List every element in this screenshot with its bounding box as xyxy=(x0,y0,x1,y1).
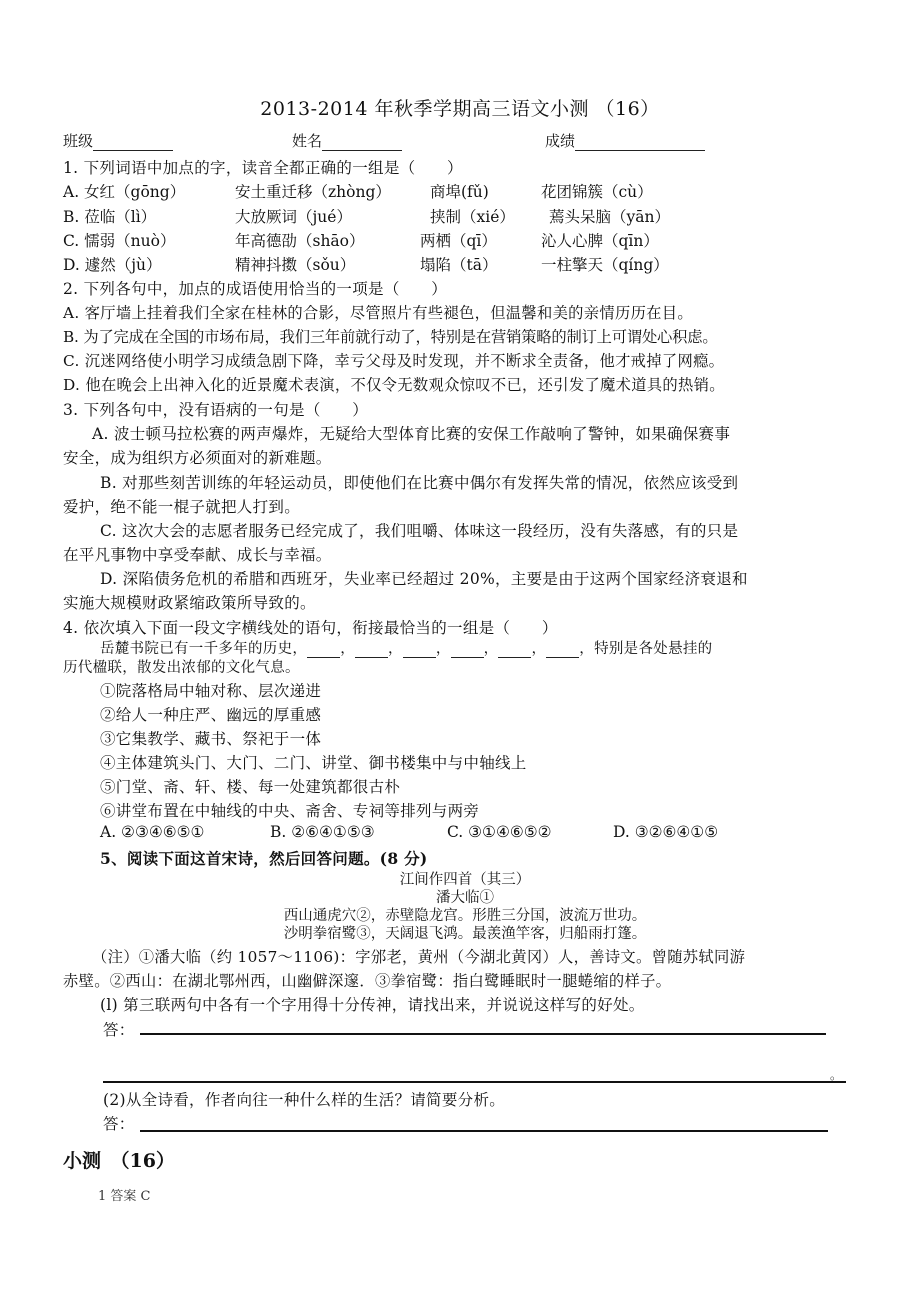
poem-author: 潘大临① xyxy=(436,890,494,906)
score-blank[interactable] xyxy=(575,135,705,151)
q4-item-6: ⑥讲堂布置在中轴线的中央、斋舍、专祠等排列与两旁 xyxy=(100,802,480,820)
name-label: 姓名 xyxy=(292,132,323,150)
q3-option-c-line2: 在平凡事物中享受奉献、成长与幸福。 xyxy=(63,546,332,564)
poem-notes-line2: 赤壁。②西山：在湖北鄂州西，山幽僻深邃．③拳宿鹭：指白鹭睡眠时一腿蜷缩的样子。 xyxy=(63,972,672,990)
poem-title: 江间作四首（其三） xyxy=(399,872,531,888)
q3-option-d-line2: 实施大规模财政紧缩政策所导致的。 xyxy=(63,594,316,612)
score-label: 成绩 xyxy=(545,132,576,150)
q4-choice-d: D. ③②⑥④①⑤ xyxy=(613,823,719,841)
poem-line-1: 西山通虎穴②，赤壁隐龙宫。形胜三分国，波流万世功。 xyxy=(283,908,647,924)
q1-a-3: 商埠(fǔ) xyxy=(430,183,489,201)
q1-a-1: A. 女红（gōng） xyxy=(63,183,186,201)
q4-item-5: ⑤门堂、斋、轩、楼、每一处建筑都很古朴 xyxy=(100,778,401,796)
class-field[interactable] xyxy=(63,130,173,151)
q4-blank-1[interactable] xyxy=(307,644,340,658)
q4-passage-line1: 岳麓书院已有一千多年的历史， ， ， ， ， ， ，特别是各处悬挂的 xyxy=(100,641,713,657)
score-field[interactable] xyxy=(545,130,705,151)
q4-item-2: ②给人一种庄严、幽远的厚重感 xyxy=(100,706,322,724)
q3-stem: 3. 下列各句中，没有语病的一句是（ ） xyxy=(63,401,369,419)
class-label: 班级 xyxy=(63,132,94,150)
q4-blank-5[interactable] xyxy=(498,644,531,658)
q5-stem: 5、阅读下面这首宋诗，然后回答问题。(8 分) xyxy=(100,849,428,868)
q1-b-1: B. 莅临（lì） xyxy=(63,208,157,226)
q4-choice-c: C. ③①④⑥⑤② xyxy=(447,823,552,841)
q4-item-4: ④主体建筑头门、大门、二门、讲堂、御书楼集中与中轴线上 xyxy=(100,754,527,772)
q4-blank-6[interactable] xyxy=(546,644,579,658)
q1-a-2: 安土重迁移（zhòng） xyxy=(235,183,391,201)
q4-item-1: ①院落格局中轴对称、层次递进 xyxy=(100,682,322,700)
q5-sub1-answer-line-1[interactable] xyxy=(140,1033,826,1035)
q3-option-a-line2: 安全，成为组织方必须面对的新难题。 xyxy=(63,449,332,467)
q1-a-4: 花团锦簇（cù） xyxy=(541,183,653,201)
answers-heading: 小测 （16） xyxy=(63,1150,175,1172)
q1-c-3: 两栖（qī） xyxy=(420,232,497,250)
q5-sub1-answer-line-2[interactable] xyxy=(103,1081,846,1083)
q4-blank-3[interactable] xyxy=(403,644,436,658)
q5-sub1-answer-label: 答： xyxy=(103,1021,135,1039)
answer-1: 1 答案 C xyxy=(98,1189,151,1204)
q1-c-1: C. 懦弱（nuò） xyxy=(63,232,176,250)
poem-line-2: 沙明拳宿鹭③，天阔退飞鸿。最羡渔竿客，归船雨打篷。 xyxy=(283,926,647,942)
q4-item-3: ③它集教学、藏书、祭祀于一体 xyxy=(100,730,322,748)
q5-sub1-period: 。 xyxy=(830,1068,843,1082)
class-blank[interactable] xyxy=(93,135,173,151)
q1-b-2: 大放厥词（jué） xyxy=(235,208,352,226)
q3-option-c-line1: C. 这次大会的志愿者服务已经完成了，我们咀嚼、体味这一段经历，没有失落感，有的只是 xyxy=(100,522,739,540)
q1-d-1: D. 遽然（jù） xyxy=(63,256,162,274)
poem-notes-line1: （注）①潘大临（约 1057～1106)：字邠老，黄州（今湖北黄冈）人，善诗文。曾随苏轼同游 xyxy=(92,948,746,966)
q3-option-d-line1: D. 深陷债务危机的希腊和西班牙，失业率已经超过 20%，主要是由于这两个国家经济衰退和 xyxy=(100,570,748,588)
q4-passage-start: 岳麓书院已有一千多年的历史， xyxy=(100,641,308,657)
q2-stem: 2. 下列各句中，加点的成语使用恰当的一项是（ ） xyxy=(63,280,448,298)
q4-passage-end: ，特别是各处悬挂的 xyxy=(579,641,713,657)
q1-b-3: 挟制（xié） xyxy=(430,208,515,226)
q1-b-4: 蔫头呆脑（yān） xyxy=(549,208,670,226)
q4-stem: 4. 依次填入下面一段文字横线处的语句，衔接最恰当的一组是（ ） xyxy=(63,619,558,637)
page-title: 2013-2014 年秋季学期高三语文小测 （16） xyxy=(260,98,660,120)
q5-sub2-answer-label: 答： xyxy=(103,1115,135,1133)
q4-blank-2[interactable] xyxy=(355,644,388,658)
q5-sub2: (2)从全诗看，作者向往一种什么样的生活？请简要分析。 xyxy=(103,1091,506,1109)
q1-stem: 1. 下列词语中加点的字，读音全都正确的一组是（ ） xyxy=(63,159,463,177)
q4-blank-4[interactable] xyxy=(451,644,484,658)
q3-option-b-line2: 爱护，绝不能一棍子就把人打到。 xyxy=(63,498,301,516)
q1-d-2: 精神抖擞（sǒu） xyxy=(235,256,356,274)
q1-d-3: 塌陷（tā） xyxy=(420,256,498,274)
q3-option-a-line1: A. 波士顿马拉松赛的两声爆炸，无疑给大型体育比赛的安保工作敲响了警钟，如果确保赛事 xyxy=(92,425,731,443)
q4-choice-b: B. ②⑥④①⑤③ xyxy=(270,823,375,841)
q5-sub2-answer-line[interactable] xyxy=(140,1130,828,1132)
q2-option-d: D. 他在晚会上出神入化的近景魔术表演，不仅令无数观众惊叹不已，还引发了魔术道具的热销。 xyxy=(63,376,725,394)
q4-choice-a: A. ②③④⑥⑤① xyxy=(100,823,205,841)
q1-c-4: 沁人心脾（qīn） xyxy=(541,232,659,250)
q5-sub1: (l) 第三联两句中各有一个字用得十分传神，请找出来，并说说这样写的好处。 xyxy=(100,996,645,1014)
q1-c-2: 年高德劭（shāo） xyxy=(235,232,365,250)
name-field[interactable] xyxy=(292,130,402,151)
q2-option-a: A. 客厅墙上挂着我们全家在桂林的合影，尽管照片有些褪色，但温馨和美的亲情历历在目。 xyxy=(63,304,693,322)
name-blank[interactable] xyxy=(322,135,402,151)
q3-option-b-line1: B. 对那些刻苦训练的年轻运动员，即使他们在比赛中偶尔有发挥失常的情况，依然应该受到 xyxy=(100,474,739,492)
q1-d-4: 一柱擎天（qíng） xyxy=(541,256,669,274)
q4-passage-line2: 历代楹联，散发出浓郁的文化气息。 xyxy=(63,660,300,676)
q2-option-c: C. 沉迷网络使小明学习成绩急剧下降，幸亏父母及时发现，并不断求全责备，他才戒掉了网瘾。 xyxy=(63,352,725,370)
q2-option-b: B. 为了完成在全国的市场布局，我们三年前就行动了，特别是在营销策略的制订上可谓处心积虑。 xyxy=(63,328,718,346)
